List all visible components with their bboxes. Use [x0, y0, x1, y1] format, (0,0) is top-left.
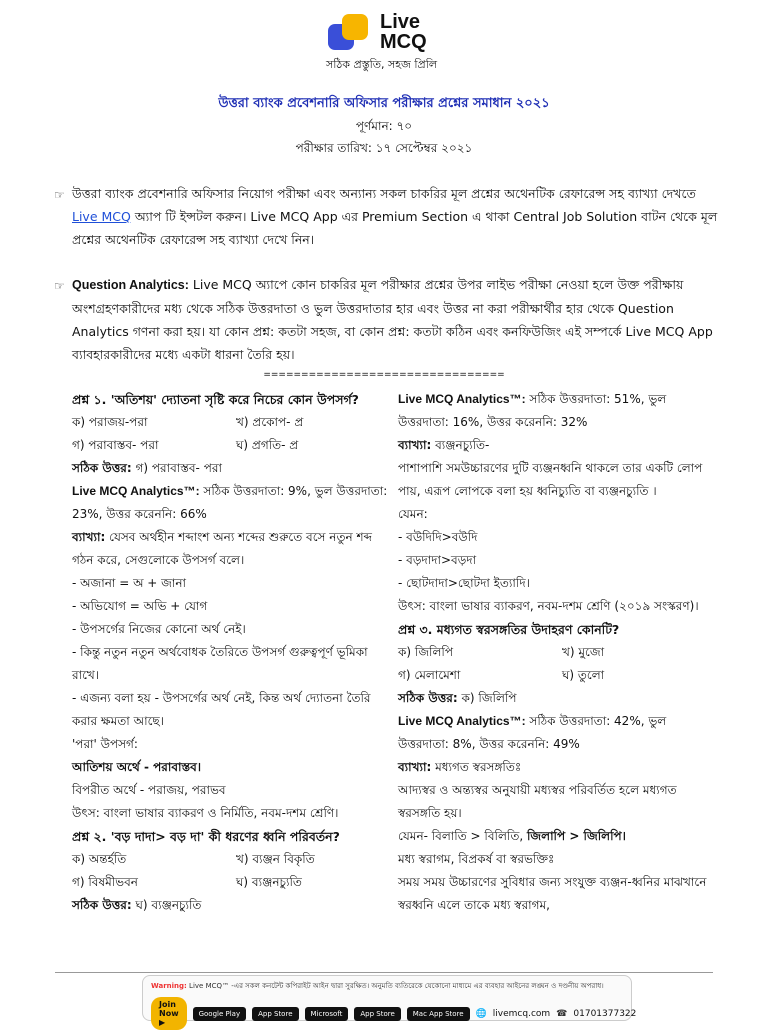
option: ঘ) প্রগতি- প্র: [236, 438, 299, 452]
logo-mark-icon: [328, 14, 370, 56]
option: খ) ব্যঞ্জন বিকৃতি: [236, 852, 315, 866]
footer-divider: [55, 972, 713, 973]
question-1-explanation: ব্যাখ্যা: যেসব অর্থহীন শব্দাংশ অন্য শব্দের শুরুতে বসে নতুন শব্দ গঠন করে, সেগুলোকে উপসর্গ বলে।: [72, 530, 372, 567]
explanation-line: আদ্যস্বর ও অন্ত্যস্বর অনুযায়ী মধ্যস্বর পরিবর্তিত হলে মধ্যগত স্বরসঙ্গতি হয়।: [398, 783, 677, 820]
footer-banner: [142, 975, 637, 1027]
microsoft-badge[interactable]: Microsoft: [305, 1007, 349, 1021]
option: খ) প্রকোপ- প্র: [236, 415, 304, 429]
explanation-line: বিপরীত অর্থে - পরাজয়, পরাভব: [72, 783, 226, 797]
explanation-line: - উপসর্গের নিজের কোনো অর্থ নেই।: [72, 622, 246, 636]
explanation-highlight: আতিশয় অর্থে - পরাবাস্তব।: [72, 760, 202, 774]
question-2-analytics: Live MCQ Analytics™: সঠিক উত্তরদাতা: 51%, ভুল উত্তরদাতা: 16%, উত্তর করেননি: 32%: [398, 392, 667, 429]
explanation-source: উৎস: বাংলা ভাষার ব্যাকরণ, নবম-দশম শ্রেণি (২০১৯ সংস্করণ)।: [398, 599, 699, 613]
footer-actions: [151, 997, 636, 1030]
question-3-answer: সঠিক উত্তর: ক) জিলিপি: [398, 691, 517, 705]
explanation-line: - অজানা = অ + জানা: [72, 576, 187, 590]
option: ঘ) ব্যঞ্জনচ্যুতি: [236, 875, 302, 889]
app-store-badge[interactable]: App Store: [354, 1007, 400, 1021]
question-3-explanation: ব্যাখ্যা: মধ্যগত স্বরসঙ্গতিঃ: [398, 760, 522, 774]
question-1-analytics: Live MCQ Analytics™: সঠিক উত্তরদাতা: 9%, ভুল উত্তরদাতা: 23%, উত্তর করেননি: 66%: [72, 484, 388, 521]
question-2-options: [72, 848, 390, 894]
exam-marks: পূর্ণমান: ৭০: [355, 119, 413, 133]
explanation-line: - কিন্তু নতুন নতুন অর্থবোধক তৈরিতে উপসর্গ গুরুত্বপূর্ণ ভূমিকা রাখে।: [72, 645, 368, 682]
google-play-badge[interactable]: Google Play: [193, 1007, 247, 1021]
phone-number: 01701377322: [573, 1008, 637, 1019]
info-paragraph-analytics: ☞ Question Analytics: Live MCQ অ্যাপে কোন চাকরির মূল পরীক্ষার প্রশ্নের উপর লাইভ পরীক্ষা নেওয়া হলে উক্ত পরীক্ষায় অংশগ্রহণকারীদের মধ্য থেকে সঠিক উত্তরদাতা ও ভুল উত্তরদাতার হার এবং উত্তর না করা পরীক্ষার্থীর হার থেকে Question Analytics গণনা করা হয়। যা কোন প্রশ্ন: কতটা সহজ, বা কোন প্রশ্ন: কতটা কঠিন এবং কনফিউজিং এই সম্পর্কে Live MCQ App ব্যাবহারকারীদের মধ্যে একটা ধারনা তৈরি হয়।: [54, 277, 713, 362]
phone-icon: ☎: [556, 1008, 568, 1019]
question-2-answer: সঠিক উত্তর: ঘ) ব্যঞ্জনচ্যুতি: [72, 898, 202, 912]
globe-icon: 🌐: [475, 1008, 487, 1019]
info-paragraph-install: ☞ উত্তরা ব্যাংক প্রবেশনারি অফিসার নিয়োগ পরীক্ষা এবং অন্যান্য সকল চাকরির মূল প্রশ্নের অথেনটিক রেফারেন্স সহ ব্যাখ্যা দেখতে Live MCQ অ্যাপ টি ইন্সটল করুন। Live MCQ App এর Premium Section এ থাকা Central Job Solution বাটন থেকে মূল প্রশ্নের অথেনটিক রেফারেন্স সহ ব্যাখ্যা দেখে নিন।: [54, 186, 718, 247]
question-3: প্রশ্ন ৩. মধ্যগত স্বরসঙ্গতির উদাহরণ কোনটি?: [398, 622, 620, 637]
option: গ) বিষমীভবন: [72, 875, 138, 889]
question-1-options: [72, 411, 390, 457]
question-2-explanation: ব্যাখ্যা: ব্যঞ্জনচ্যুতি-: [398, 438, 490, 452]
explanation-line: - বউদিদি>বউদি: [398, 530, 478, 544]
exam-title: উত্তরা ব্যাংক প্রবেশনারি অফিসার পরীক্ষার প্রশ্নের সমাধান ২০২১: [218, 96, 550, 111]
explanation-source: উৎস: বাংলা ভাষার ব্যাকরণ ও নির্মিতি, নবম-দশম শ্রেণি।: [72, 806, 339, 820]
explanation-line: - অভিযোগ = অভি + যোগ: [72, 599, 208, 613]
explanation-line: যেমন:: [398, 507, 428, 521]
brand-logo: [322, 12, 472, 72]
option: খ) মুজো: [562, 645, 605, 659]
option: ক) অন্তর্হতি: [72, 852, 127, 866]
option: ক) পরাজয়-পরা: [72, 415, 148, 429]
pointing-hand-icon: ☞: [54, 188, 65, 202]
right-column: [398, 388, 716, 917]
explanation-line: পাশাপাশি সমউচ্চারণের দুটি ব্যঞ্জনধ্বনি থাকলে তার একটি লোপ পায়, এরূপ লোপকে বলা হয় ধ্বনিচ্যুতি বা ব্যঞ্জনচ্যুতি ।: [398, 461, 703, 498]
explanation-line: মধ্য স্বরাগম, বিপ্রকর্ষ বা স্বরভক্তিঃ: [398, 852, 555, 866]
question-3-options: [398, 641, 716, 687]
option: ঘ) তুলো: [562, 668, 605, 682]
brand-name: Live MCQ: [380, 11, 427, 53]
option: গ) পরাবাস্তব- পরা: [72, 438, 159, 452]
mac-app-store-badge[interactable]: Mac App Store: [407, 1007, 470, 1021]
left-column: [72, 388, 390, 917]
question-3-analytics: Live MCQ Analytics™: সঠিক উত্তরদাতা: 42%, ভুল উত্তরদাতা: 8%, উত্তর করেননি: 49%: [398, 714, 667, 751]
explanation-example: যেমন- বিলাতি > বিলিতি, জিলাপি > জিলিপি।: [398, 829, 626, 843]
option: ক) জিলিপি: [398, 645, 454, 659]
explanation-line: - এজন্য বলা হয় - উপসর্গের অর্থ নেই, কিন্ত অর্থ দ্যোতনা তৈরি করার ক্ষমতা আছে।: [72, 691, 371, 728]
explanation-line: 'পরা' উপসর্গ:: [72, 737, 138, 751]
explanation-line: - ছোটদাদা>ছোটদা ইত্যাদি।: [398, 576, 530, 590]
app-store-badge[interactable]: App Store: [252, 1007, 298, 1021]
exam-date: পরীক্ষার তারিখ: ১৭ সেপ্টেম্বর ২০২১: [295, 141, 473, 155]
website-link[interactable]: livemcq.com: [492, 1008, 551, 1019]
explanation-line: সময় সময় উচ্চারণের সুবিধার জন্য সংযুক্ত ব্যঞ্জন-ধ্বনির মাঝখানে স্বরধ্বনি এলে তাকে মধ্য স্বরাগম,: [398, 875, 707, 912]
question-1: প্রশ্ন ১. 'অতিশয়' দ্যোতনা সৃষ্টি করে নিচের কোন উপসর্গ?: [72, 392, 359, 407]
option: গ) মেলামেশা: [398, 668, 461, 682]
pointing-hand-icon: ☞: [54, 279, 65, 293]
brand-tagline: সঠিক প্রস্তুতি, সহজ প্রিলি: [326, 58, 438, 71]
live-mcq-link[interactable]: Live MCQ: [72, 209, 131, 224]
separator: ================================: [263, 370, 505, 380]
copyright-warning: Warning: Live MCQ™ -এর সকল কনটেন্ট কপিরাইট আইন দ্বারা সুরক্ষিত। অনুমতি ব্যতিরেকে যেকোনো মাধ্যমে এর ব্যবহার আইনের লঙ্ঘন ও দণ্ডনীয় অপরাধ।: [151, 982, 604, 990]
analytics-label: Question Analytics:: [72, 278, 189, 292]
question-1-answer: সঠিক উত্তর: গ) পরাবাস্তব- পরা: [72, 461, 222, 475]
explanation-line: - বড়দাদা>বড়দা: [398, 553, 477, 567]
question-2: প্রশ্ন ২. 'বড় দাদা> বড় দা' কী ধরণের ধ্বনি পরিবর্তন?: [72, 829, 340, 844]
exam-header: [0, 93, 768, 159]
join-now-button[interactable]: Join Now ▶: [151, 997, 187, 1030]
